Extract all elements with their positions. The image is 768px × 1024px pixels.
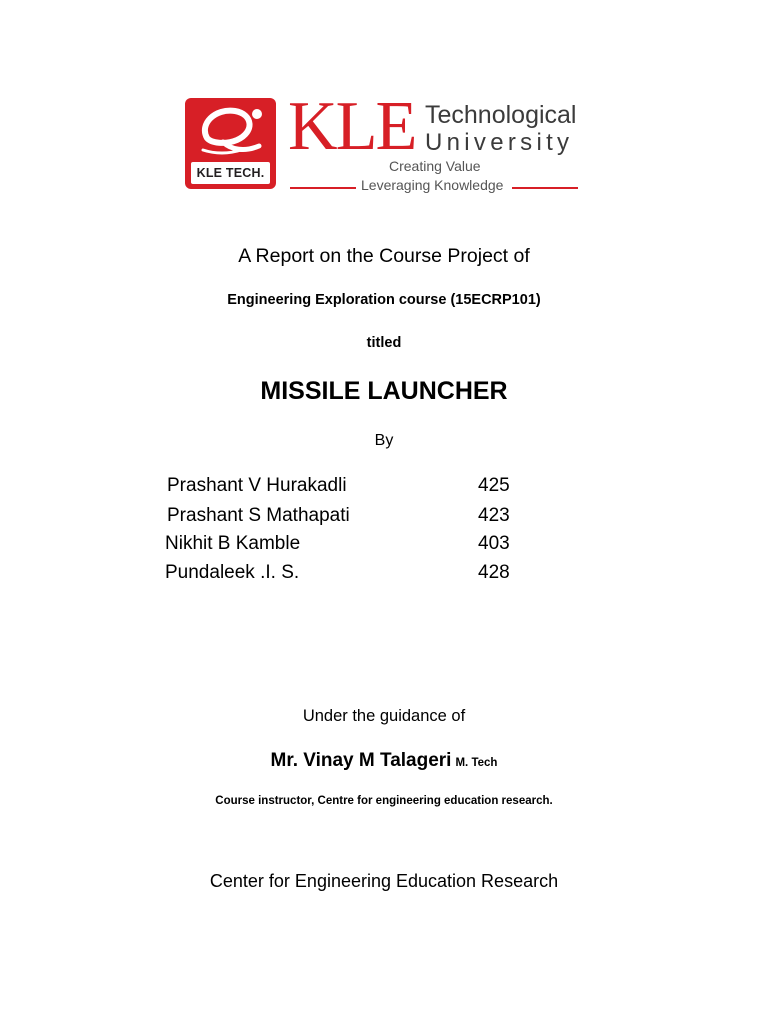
guide-line bbox=[0, 748, 768, 776]
logo-rule-right bbox=[512, 187, 578, 189]
member-row bbox=[165, 531, 517, 557]
member-id: 403 bbox=[478, 533, 510, 554]
logo-technological-text: Technological bbox=[425, 101, 577, 129]
member-name: Prashant V Hurakadli bbox=[167, 475, 347, 496]
logo-rule-left bbox=[290, 187, 356, 189]
kle-logo-emblem bbox=[185, 98, 276, 189]
logo-tagline-1: Creating Value bbox=[389, 158, 481, 174]
by-label: By bbox=[374, 432, 394, 449]
guide-name: Mr. Vinay M Talageri bbox=[270, 750, 452, 771]
member-id: 425 bbox=[478, 475, 510, 496]
member-row bbox=[167, 503, 517, 529]
member-id: 428 bbox=[478, 562, 510, 583]
member-name: Pundaleek .I. S. bbox=[165, 562, 300, 583]
guide-role: Course instructor, Centre for engineering education research. bbox=[215, 795, 553, 807]
report-intro-line: A Report on the Course Project of bbox=[238, 245, 530, 267]
logo-university-text: University bbox=[425, 129, 574, 156]
member-row bbox=[165, 560, 517, 586]
member-name: Prashant S Mathapati bbox=[167, 505, 350, 526]
project-title: MISSILE LAUNCHER bbox=[260, 377, 508, 405]
center-name: Center for Engineering Education Research bbox=[209, 871, 559, 891]
logo-kle-letters: KLE bbox=[288, 88, 416, 165]
course-line: Engineering Exploration course (15ECRP101) bbox=[227, 292, 541, 308]
titled-label: titled bbox=[366, 335, 402, 351]
member-row bbox=[167, 473, 517, 499]
member-name: Nikhit B Kamble bbox=[165, 533, 301, 554]
logo-tag-text: KLE TECH. bbox=[191, 162, 270, 184]
kle-swirl-icon bbox=[185, 98, 276, 160]
member-id: 423 bbox=[478, 505, 510, 526]
guidance-intro: Under the guidance of bbox=[302, 707, 466, 725]
guide-degree: M. Tech bbox=[455, 757, 498, 769]
logo-tagline-2: Leveraging Knowledge bbox=[361, 177, 504, 193]
